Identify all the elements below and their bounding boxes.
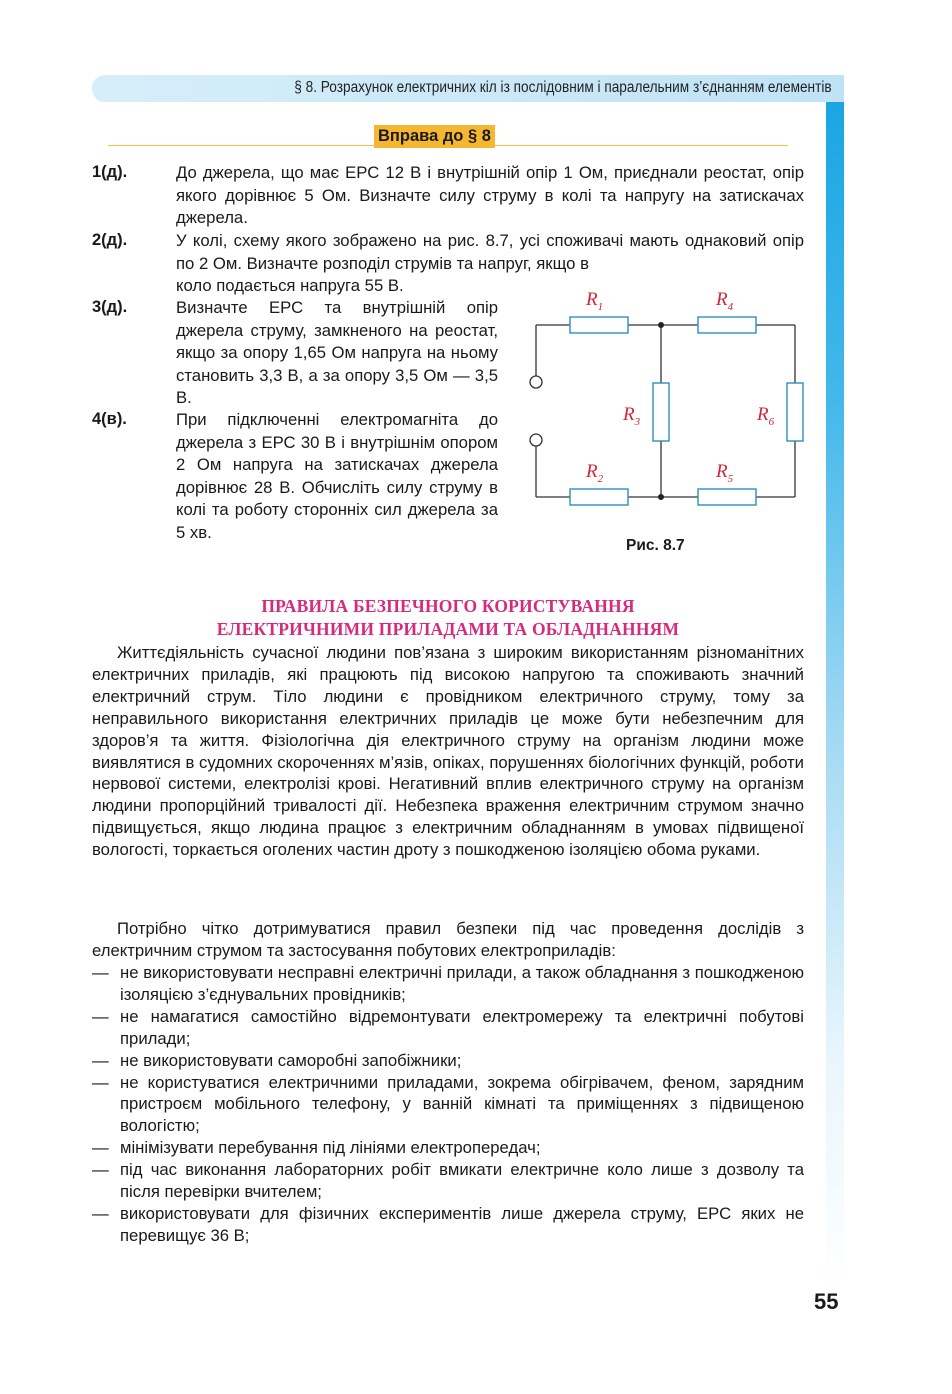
list-item: — не використовувати саморобні запобіжники; — [92, 1050, 462, 1070]
resistor-r6 — [787, 383, 803, 441]
bullet-dash: — — [92, 1160, 109, 1180]
bullet-dash: — — [92, 1006, 109, 1026]
terminal-bottom-icon — [530, 434, 542, 446]
label-r2: $R_2$ — [586, 461, 604, 485]
problem-text-2-end: коло подається напруга 55 В. — [176, 276, 404, 295]
running-header — [92, 75, 844, 102]
label-r6: $R_6$ — [757, 404, 775, 428]
bullet-dash: — — [92, 963, 109, 982]
resistor-r2 — [570, 489, 628, 505]
page-number: 55 — [814, 1289, 839, 1314]
figure-caption: Рис. 8.7 — [626, 537, 685, 554]
problem-number-3: 3(д). — [92, 298, 128, 316]
list-item: — використовувати для фізичних експериментів лише джерела струму, ЕРС яких не перевищує 36 В; — [92, 1203, 804, 1245]
resistor-r4 — [698, 317, 756, 333]
bullet-dash: — — [92, 1050, 109, 1070]
problem-text-1: До джерела, що має ЕРС 12 В і внутрішній опір 1 Ом, приєднали реостат, опір якого дорівнює 5 Ом. Визначте силу струму в колі та напругу на затискачах джерела. — [176, 163, 804, 227]
junction-bottom-icon — [658, 494, 664, 500]
problem-number-2: 2(д). — [92, 231, 128, 249]
label-r3: $R_3$ — [623, 404, 641, 428]
side-color-stripe — [826, 102, 844, 1292]
list-item: — мінімізувати перебування під лініями електропередач; — [92, 1138, 541, 1158]
problem-text-4: При підключенні електромагніта до джерела з ЕРС 30 В і внутрішнім опором 2 Ом напруга на затискачах джерела дорівнює 28 В. Обчисліть силу струму в колі та роботу сторонніх сил джерела за 5 хв. — [176, 410, 498, 542]
exercise-title: Вправа до § 8 — [374, 125, 495, 148]
running-header-title: § 8. Розрахунок електричних кіл із послідовним і паралельним з’єднанням елементів — [294, 79, 832, 96]
section-title-line-1: ПРАВИЛА БЕЗПЕЧНОГО КОРИСТУВАННЯ — [261, 596, 635, 616]
list-item: — не намагатися самостійно відремонтувати електромережу та електричні побутові прилади; — [92, 1006, 804, 1048]
list-item: — не користуватися електричними приладами, зокрема обігрівачем, феном, зарядним пристроєм мобільного телефону, у ванній кімнаті та приміщеннях з підвищеною вологістю; — [92, 1072, 804, 1136]
label-r4: $R_4$ — [716, 289, 734, 313]
terminal-top-icon — [530, 376, 542, 388]
problem-text-3: Визначте ЕРС та внутрішній опір джерела струму, замкненого на реостат, якщо за опору 1,65 Ом напруга на ньому становить 3,3 В, а за опору 3,5 Ом — 3,5 В. — [176, 298, 498, 407]
problem-text-2: У колі, схему якого зображено на рис. 8.7, усі споживачі мають однаковий опір по 2 Ом. Визначте розподіл струмів та напруг, якщо в — [176, 231, 804, 273]
bullet-dash: — — [92, 1138, 109, 1158]
problem-number-1: 1(д). — [92, 163, 128, 181]
section-paragraph-1: Життєдіяльність сучасної людини пов’язана з широким використанням різноманітних електричних приладів, які працюють під високою напругою та споживають значний електричний струм. Тіло людини є провідником електричного струму, тому за неправильного використання електричних приладів це може бути небезпечним для здоров’я та життя. Фізіологічна дія електричного струму на організм людини може виявлятися в судомних скороченнях м’язів, опіках, порушеннях біологічних функцій, роботи нервової системи, електролізі крові. Негативний вплив електричного струму на організм людини пропорційний тривалості дії. Небезпека враження електричним струмом значно підвищується, якщо людина працює з електричним обладнанням в умовах підвищеної вологості, торкається оголених частин дроту з пошкодженою ізоляцією обома руками. — [92, 643, 804, 860]
safety-rules-list — [92, 962, 804, 1247]
section-paragraph-2: Потрібно чітко дотримуватися правил безпеки під час проведення дослідів з електричним струмом та застосування побутових електроприладів: — [92, 919, 804, 960]
label-r1: $R_1$ — [586, 289, 604, 313]
junction-top-icon — [658, 322, 664, 328]
bullet-dash: — — [92, 1203, 109, 1223]
list-item: — не використовувати несправні електричні прилади, а також обладнання з пошкодженою ізоляцією з’єднувальних провідників; — [92, 963, 804, 1004]
resistor-r1 — [570, 317, 628, 333]
problem-number-4: 4(в). — [92, 410, 127, 428]
resistor-r3 — [653, 383, 669, 441]
list-item: — під час виконання лабораторних робіт вмикати електричне коло лише з дозволу та після перевірки вчителем; — [92, 1160, 804, 1202]
resistor-r5 — [698, 489, 756, 505]
circuit-diagram — [520, 280, 820, 520]
section-title-line-2: ЕЛЕКТРИЧНИМИ ПРИЛАДАМИ ТА ОБЛАДНАННЯМ — [216, 619, 680, 639]
bullet-dash: — — [92, 1072, 109, 1092]
label-r5: $R_5$ — [716, 461, 734, 485]
